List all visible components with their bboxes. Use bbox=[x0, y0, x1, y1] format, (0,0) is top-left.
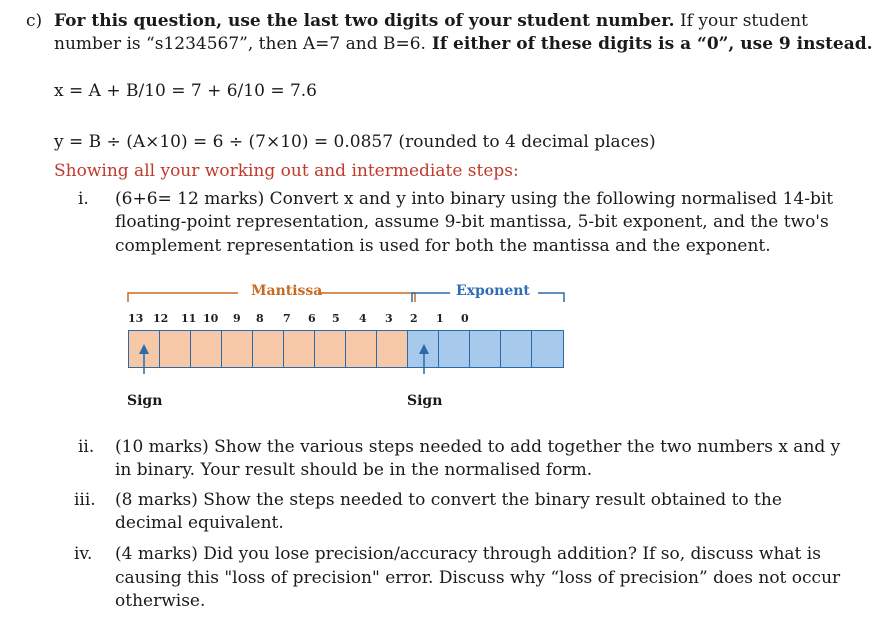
item-ii-number: ii. bbox=[78, 437, 95, 457]
bit-label-8: 8 bbox=[256, 312, 264, 325]
item-iv-line-3: otherwise. bbox=[115, 591, 206, 611]
item-i-line-3: complement representation is used for both the mantissa and the exponent. bbox=[115, 236, 771, 256]
question-label: c) bbox=[26, 11, 43, 31]
item-ii-line-1: (10 marks) Show the various steps needed to add together the two numbers x and y bbox=[115, 437, 841, 457]
item-i-line-2: floating-point representation, assume 9-bit mantissa, 5-bit exponent, and the two's bbox=[115, 212, 829, 232]
item-ii-line-2: in binary. Your result should be in the normalised form. bbox=[115, 460, 593, 480]
mantissa-label: Mantissa bbox=[251, 283, 323, 299]
bit-label-5: 5 bbox=[332, 312, 340, 325]
floating-point-diagram bbox=[118, 278, 588, 418]
mantissa-sign-arrow-icon bbox=[139, 344, 149, 354]
item-iv-line-2: causing this "loss of precision" error. Discuss why “loss of precision” does not occur bbox=[115, 568, 841, 588]
bit-label-11: 11 bbox=[181, 312, 197, 325]
item-iv-line-1: (4 marks) Did you lose precision/accuracy through addition? If so, discuss what is bbox=[115, 544, 821, 564]
bit-label-12: 12 bbox=[153, 312, 169, 325]
bit-label-7: 7 bbox=[283, 312, 291, 325]
header-line-1 bbox=[54, 10, 808, 32]
header-line-1-bold: For this question, use the last two digits of your student number. bbox=[54, 11, 675, 31]
header-line-1-rest: If your student bbox=[674, 11, 808, 31]
bit-label-6: 6 bbox=[308, 312, 316, 325]
bit-label-13: 13 bbox=[128, 312, 144, 325]
item-i-line-1: (6+6= 12 marks) Convert x and y into binary using the following normalised 14-bit bbox=[115, 189, 834, 209]
bit-label-2: 2 bbox=[410, 312, 418, 325]
item-iii-line-2: decimal equivalent. bbox=[115, 513, 284, 533]
item-iii-number: iii. bbox=[74, 490, 96, 510]
bit-label-1: 1 bbox=[436, 312, 444, 325]
bit-label-4: 4 bbox=[359, 312, 367, 325]
header-line-2-bold: If either of these digits is a “0”, use 9 instead. bbox=[425, 34, 873, 54]
instruction-text: Showing all your working out and intermediate steps: bbox=[54, 161, 519, 181]
item-iii-line-1: (8 marks) Show the steps needed to convert the binary result obtained to the bbox=[115, 490, 782, 510]
bit-label-10: 10 bbox=[203, 312, 219, 325]
item-iv-number: iv. bbox=[74, 544, 93, 564]
equation-x: x = A + B/10 = 7 + 6/10 = 7.6 bbox=[54, 81, 318, 101]
bit-label-3: 3 bbox=[385, 312, 393, 325]
bit-label-9: 9 bbox=[233, 312, 241, 325]
sign-arrows bbox=[118, 278, 588, 418]
header-line-2 bbox=[54, 33, 873, 55]
bit-label-0: 0 bbox=[461, 312, 469, 325]
equation-y: y = B ÷ (A×10) = 6 ÷ (7×10) = 0.0857 (rounded to 4 decimal places) bbox=[54, 132, 656, 152]
exponent-label: Exponent bbox=[456, 283, 530, 299]
exponent-sign-label: Sign bbox=[407, 393, 443, 409]
mantissa-sign-label: Sign bbox=[127, 393, 163, 409]
exponent-sign-arrow-icon bbox=[419, 344, 429, 354]
item-i-number: i. bbox=[78, 189, 89, 209]
header-line-2-plain: number is “s1234567”, then A=7 and B=6. bbox=[54, 34, 426, 54]
